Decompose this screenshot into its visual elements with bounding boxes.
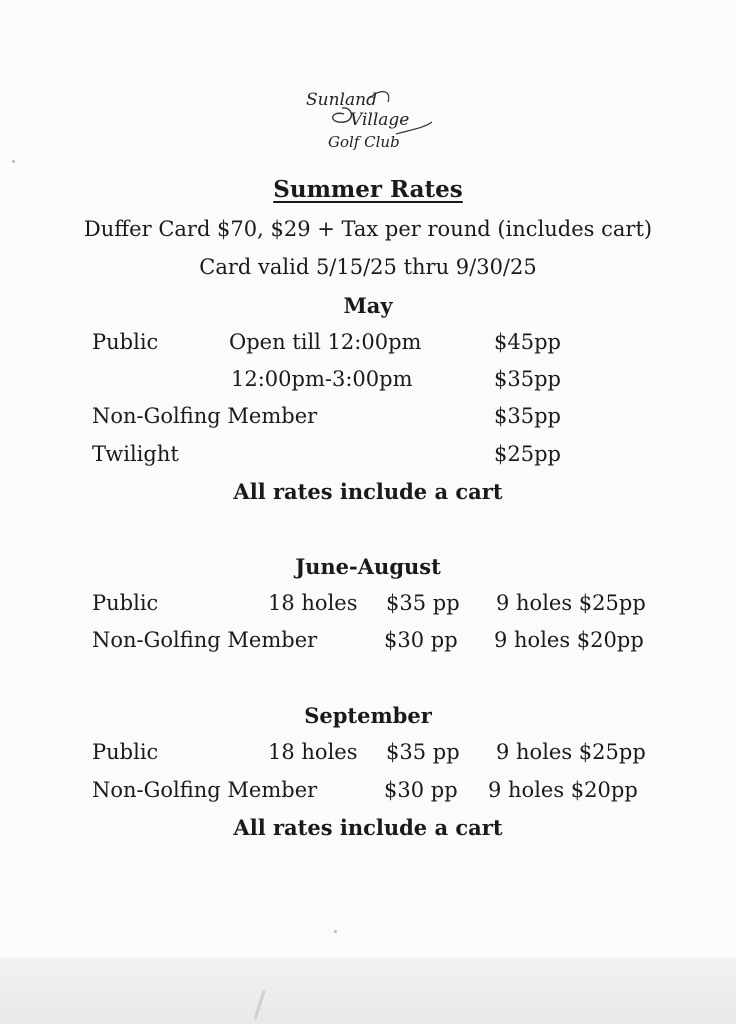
september-public-label: Public (92, 740, 159, 764)
page-title: Summer Rates (273, 176, 463, 203)
logo-text-line1: Sunland (306, 90, 377, 110)
june-august-member-label: Non-Golfing Member (92, 628, 318, 652)
september-public-price: $35 pp (386, 740, 460, 764)
september-cart-note: All rates include a cart (233, 815, 503, 840)
september-public-nine: 9 holes $25pp (496, 740, 646, 764)
june-august-member-nine: 9 holes $20pp (494, 628, 644, 652)
may-afternoon-price: $35pp (494, 367, 561, 391)
may-member-price: $35pp (494, 404, 561, 428)
may-cart-note: All rates include a cart (233, 479, 503, 504)
may-public-label: Public (92, 330, 159, 354)
june-august-public-nine: 9 holes $25pp (496, 591, 646, 615)
june-august-public-label: Public (92, 591, 159, 615)
september-heading: September (304, 703, 432, 728)
may-open-time: Open till 12:00pm (229, 330, 422, 354)
may-afternoon-time: 12:00pm-3:00pm (231, 367, 413, 391)
september-member-nine: 9 holes $20pp (488, 778, 638, 802)
scan-speck (12, 160, 15, 163)
may-twilight-label: Twilight (92, 442, 179, 466)
june-august-member-price: $30 pp (384, 628, 458, 652)
card-valid-line: Card valid 5/15/25 thru 9/30/25 (199, 255, 537, 279)
may-member-label: Non-Golfing Member (92, 404, 318, 428)
may-open-price: $45pp (494, 330, 561, 354)
logo-text-line3: Golf Club (328, 133, 400, 151)
september-member-price: $30 pp (384, 778, 458, 802)
september-public-holes: 18 holes (268, 740, 358, 764)
scanner-edge (0, 958, 736, 1024)
golf-club-logo (300, 84, 440, 164)
june-august-public-price: $35 pp (386, 591, 460, 615)
june-august-public-holes: 18 holes (268, 591, 358, 615)
scan-speck (334, 930, 337, 933)
june-august-heading: June-August (295, 554, 441, 579)
duffer-card-line: Duffer Card $70, $29 + Tax per round (includes cart) (83, 217, 653, 241)
may-twilight-price: $25pp (494, 442, 561, 466)
may-heading: May (343, 293, 393, 318)
september-member-label: Non-Golfing Member (92, 778, 318, 802)
logo-text-line2: Village (350, 110, 410, 130)
